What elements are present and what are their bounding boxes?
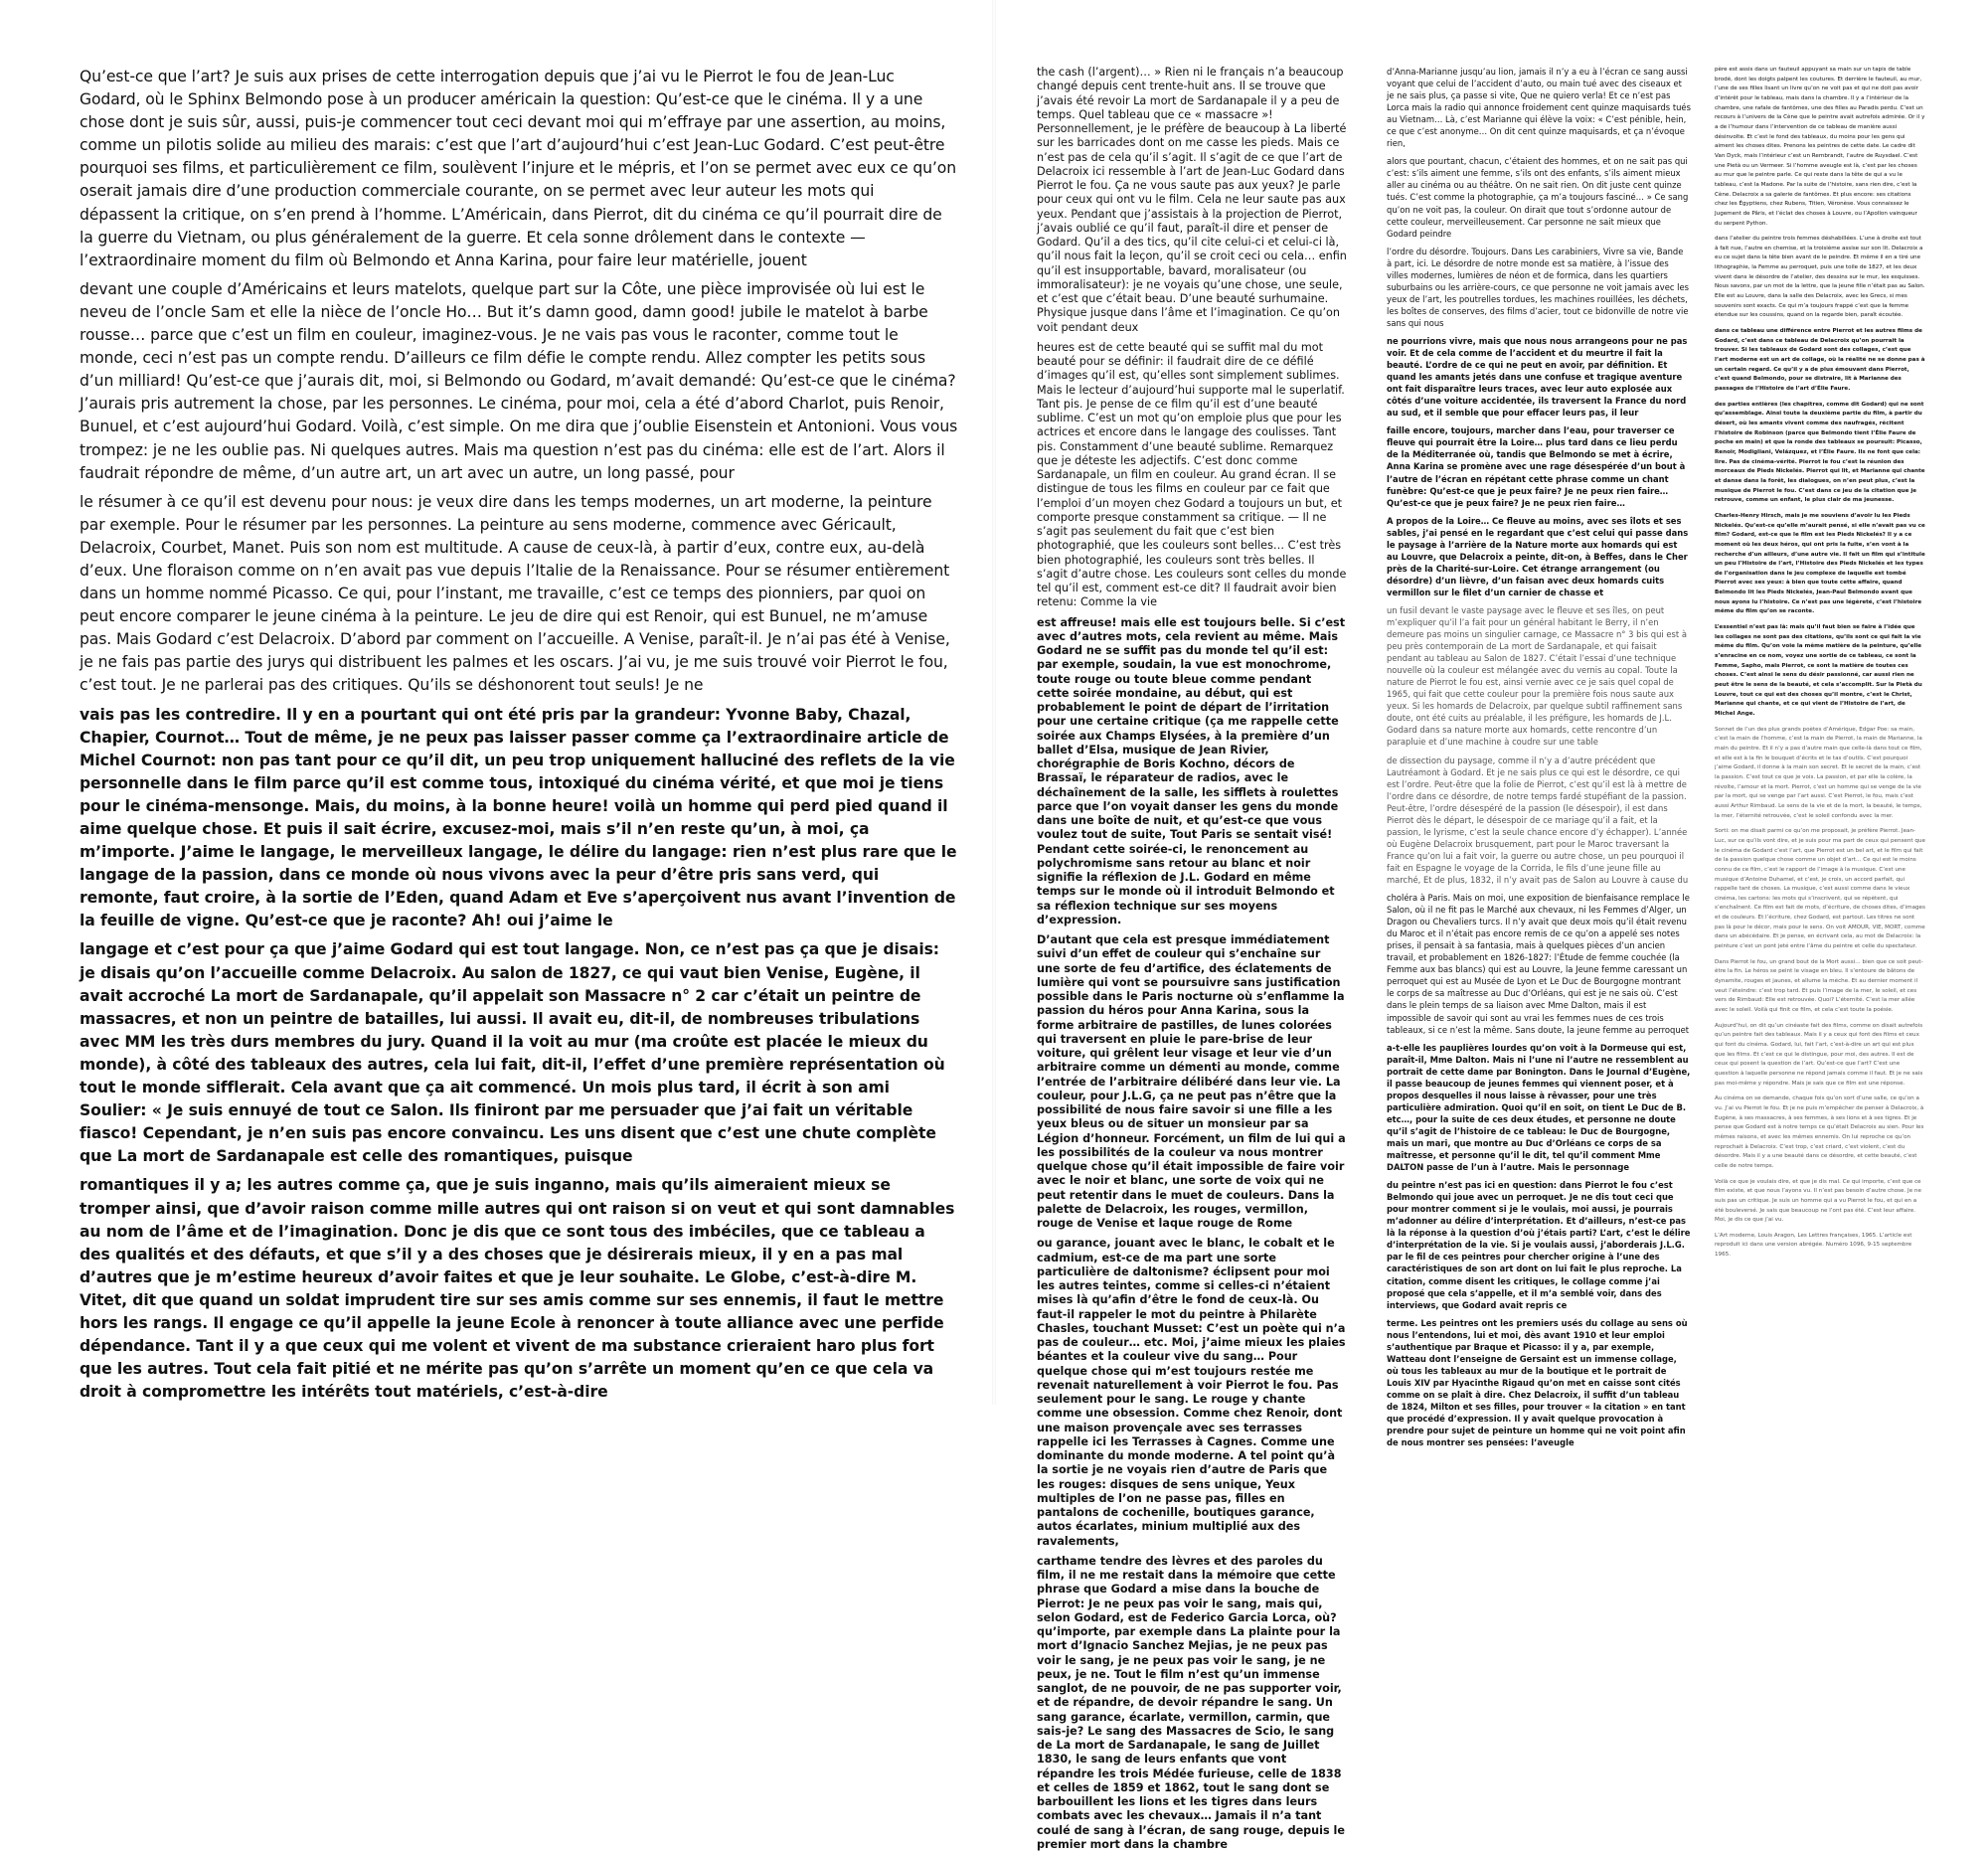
- col-c-paragraph-4: des parties entières (les chapitres, comme dit Godard) qui ne sont qu’assemblage. Ainsi toute la deuxième partie du film, à partir du désert, où les amants vivent comme des naufragés, récitent l’histoire de Robinson (parce que Belmondo tient l’Élie Faure de poche en main) et que la ronde des tableaux se poursuit: Picasso, Renoir, Modigliani, Velázquez, et l’Élie Faure. Ils ne font que cela: lire. Pas de cinéma-vérité. Pierrot le fou c’est la réunion des morceaux de Pieds Nickelés. Pierrot qui lit, et Marianne qui chante et danse dans la forêt, les dialogues, on n’en peut plus, c’est la musique de Pierrot le fou. C’est dans ce jeu de la citation que je retrouve, comme un enfant, le plus clair de ma jeunesse.: [1715, 401, 1925, 504]
- col-b-paragraph-2: alors que pourtant, chacun, c’étaient des hommes, et on ne sait pas qui c’est: s’ils aiment une femme, s’ils ont des enfants, s’ils aiment mieux aller au cinéma ou au théâtre. On ne sait rien. On dit juste cent quinze tués. C’est comme la photographie, ça m’a toujours fasciné… » Ce sang qu’on ne voit pas, la couleur. On dirait que tout s’ordonne autour de cette couleur, merveilleusement. Car personne ne sait mieux que Godard peindre: [1387, 156, 1689, 239]
- col-c-paragraph-7: Sonnet de l’un des plus grands poètes d’Amérique, Edgar Poe: sa main, c’est la main de l’homme, c’est la main de Pierrot, la main de Marianne, la main du peintre. Et il n’y a pas d’autre main que celle-là dans tout ce film, et elle est à la fin le bouquet d’écrits et le tas d’outils. C’est pourquoi j’aime Godard, il donne à la main son secret. Et le secret de la main, c’est la passion. C’est tout ce que je vois. La passion, et par elle la colère, la révolte, l’amour et la mort. Pierrot, c’est un homme qui se venge de la vie par la mort, qui se venge par l’art aussi. C’est Pierrot, le fou, mais c’est aussi Arthur Rimbaud. Le sens de la vie et de la mort, la beauté, le temps, la mer, l’éternité retrouvée, c’est le soleil confondu avec la mer.: [1715, 726, 1922, 819]
- left-page: [0, 0, 994, 1405]
- col-b-paragraph-11: du peintre n’est pas ici en question: dans Pierrot le fou c’est Belmondo qui joue avec un perroquet. Je ne dis tout ceci que pour montrer comment si je le voulais, moi aussi, je pourrais m’adonner au délire d’interprétation. Et d’ailleurs, n’est-ce pas là la réponse à la question d’où j’étais parti? L’art, c’est le délire d’interprétation de la vie. Si je voulais aussi, j’aborderais J.L.G. par le fil de ces peintres pour chercher origine à l’une des caractéristiques de son art dont on lui fait le plus reproche. La citation, comme disent les critiques, le collage comme j’ai proposé que cela s’appelle, et il m’a semblé voir, dans des interviews, que Godard avait repris ce: [1387, 1180, 1691, 1310]
- right-column-b: [1387, 66, 1691, 1448]
- right-column-c: [1715, 66, 1925, 1358]
- col-c-paragraph-8: Sorti: on me disait parmi ce qu’on me proposait, je préfère Pierrot. Jean-Luc, sur ce qu’ils vont dire, et je suis pour ma part de ceux qui pensent que le cinéma de Godard c’est l’art, que Pierrot est un bel art, et le film qui fait de la passion quelque chose comme un objet d’art… Ce qui est le moins connu de ce film, c’est le rapport de l’image à la musique. C’est une musique d’Antoine Duhamel, et c’est, je crois, un accord parfait, qui rappelle tant de choses. La musique, c’est aussi comme dans le vieux cinéma, les cartons: les mots qui s’inscrivent, qui se répètent, qui s’enchaînent. Ce film est fait de mots, d’écriture, de choses dites, d’images et de couleurs. Et l’écriture, chez Godard, est partout. Les titres ne sont pas là pour le décor, mais pour le sens. On voit AMOUR, VIE, MORT, comme dans un abécédaire. Et je pense, en écrivant cela, au mot de Delacroix: la peinture c’est un pont jeté entre l’âme du peintre et celle du spectateur.: [1715, 828, 1925, 950]
- paragraph-2: devant une couple d’Américains et leurs matelots, quelque part sur la Côte, une pièce improvisée où lui est le neveu de l’oncle Sam et elle la nièce de l’oncle Ho… But it’s damn good, damn good! jubile le matelot à barbe rousse… parce que c’est un film en couleur, imaginez-vous. Je ne vais pas vous le raconter, comme tout le monde, ceci n’est pas un compte rendu. D’ailleurs ce film défie le compte rendu. Allez compter les petits sous d’un milliard! Qu’est-ce que j’aurais dit, moi, si Belmondo ou Godard, m’avait demandé: Qu’est-ce que le cinéma? J’aurais pris autrement la chose, par les personnes. Le cinéma, pour moi, cela a été d’abord Charlot, puis Renoir, Bunuel, et c’est aujourd’hui Godard. Voilà, c’est simple. On me dira que j’oublie Eisenstein et Antonioni. Vous vous trompez: je ne les oublie pas. Ni quelques autres. Mais ma question n’est pas du cinéma: elle est de l’art. Alors il faudrait répondre de même, d’un autre art, un art avec un autre, un long passé, pour: [80, 279, 958, 482]
- col-c-paragraph-11: Au cinéma on se demande, chaque fois qu’on sort d’une salle, ce qu’on a vu. J’ai vu Pierrot le fou. Et je ne puis m’empêcher de penser à Delacroix, à Eugène, à ses massacres, à ses femmes, à ses lions et à ses tigres. Et je pense que Godard est à notre temps ce qu’était Delacroix au sien. Pour les mêmes raisons, et avec les mêmes ennemis. On lui reproche ce qu’on reprochait à Delacroix. C’est trop, c’est criard, c’est violent, c’est du désordre. Mais il y a une beauté dans ce désordre, et cette beauté, c’est celle de notre temps.: [1715, 1095, 1924, 1169]
- col-c-paragraph-10: Aujourd’hui, on dit qu’un cinéaste fait des films, comme on disait autrefois qu’un peintre fait des tableaux. Mais il y a ceux qui font des films et ceux qui font du cinéma. Godard, lui, fait l’art, c’est-à-dire un art qui est plus que les films. Et c’est ce qui le distingue, pour moi, des autres. Il est de ceux qui posent la question de l’art. Qu’est-ce que l’art? C’est une question à laquelle personne ne répond jamais comme il faut. Et je ne sais pas moi-même y répondre. Mais je sais que ce film est une réponse.: [1715, 1022, 1923, 1087]
- right-column-a: [1037, 66, 1347, 1851]
- col-c-paragraph-13: L’Art moderne, Louis Aragon, Les Lettres françaises, 1965. L’article est reproduit ici dans une version abrégée. Numéro 1096, 9-15 septembre 1965.: [1715, 1232, 1912, 1259]
- main-text-column: [80, 66, 958, 1402]
- col-c-paragraph-3: dans ce tableau une différence entre Pierrot et les autres films de Godard, c’est dans ce tableau de Delacroix qu’on pourrait la trouver. Si les tableaux de Godard sont des collages, c’est que l’art moderne est un art de collage, où la réalité ne se donne pas à un certain regard. Ce qu’il y a de plus émouvant dans Pierrot, c’est quand Belmondo, pour se distraire, lit à Marianne des passages de l’Histoire de l’art d’Élie Faure.: [1715, 328, 1925, 392]
- col-b-paragraph-6: A propos de la Loire… Ce fleuve au moins, avec ses îlots et ses sables, j’ai pensé en le regardant que c’est celui qui passe dans le paysage à l’arrière de la Nature morte aux homards qui est au Louvre, que Delacroix a peinte, dit-on, à Beffes, dans le Cher près de la Charité-sur-Loire. Cet étrange arrangement (ou désordre) d’un lièvre, d’un faisan avec deux homards cuits vermillon sur le filet d’un carnier de chasse et: [1387, 515, 1689, 597]
- col-c-paragraph-1: père est assis dans un fauteuil appuyant sa main sur un tapis de table brodé, dont les doigts palpent les coutures. Et derrière le fauteuil, au mur, l’une de ses filles lisant un livre qu’on ne voit pas et qui ne doit pas avoir d’intérêt pour le tableau, mais dans la chambre. Il y a l’intérieur de la chambre, une rafale de fantômes, une des filles au Paradis perdu. C’est un recours à l’univers de la Cène que le peintre avait autrefois admirée. Or il y a de l’humour dans l’intervention de ce tableau de manière aussi désinvolte. Et c’est le fond des tableaux, du moins pour les gens qui aiment les choses dites. Prenons les peintres de cette date. Le cadre dit Van Dyck, mais l’intérieur c’est un Rembrandt, l’autre de Ruysdael. C’est une Pietà ou un Vermeer. Si l’homme aveugle est là, c’est par les choses au mur que le peintre parle. Ce qui reste dans la tête de qui a vu le tableau, c’est la Madone. Par la suite de l’histoire, sans rien dire, c’est la Cène. Delacroix a sa galerie de fantômes. Et plus encore: ses citations chez les Égyptiens, chez Rubens, Titien, Véronèse. Vous connaissez le Jugement de Pâris, et l’éclat des choses à Louvre, ou l’Apollon vainqueur du serpent Python.: [1715, 67, 1925, 227]
- col-c-paragraph-5: Charles-Henry Hirsch, mais je me souviens d’avoir lu les Pieds Nickelés. Qu’est-ce qu’elle m’aurait pensé, si elle n’avait pas vu ce film? Godard, est-ce que le film est les Pieds Nickelés? Il y a ce moment où les deux héros, qui ont pris la fuite, s’en vont à la recherche d’un ailleurs, d’une autre vie. Il fait un film qui s’intitule un peu l’Histoire de l’art, l’Histoire des Pieds Nickelés et les types de l’organisation dans le jeu complexe de laquelle est tombé Pierrot avec ses yeux: à bien que toute cette affaire, quand Belmondo lit les Pieds Nickelés, Jean-Paul Belmondo avant que nous ayons lu l’histoire. Ce n’est pas une légèreté, c’est l’histoire même du film qu’on se raconte.: [1715, 512, 1925, 615]
- col-b-paragraph-12: terme. Les peintres ont les premiers usés du collage au sens où nous l’entendons, lui et moi, dès avant 1910 et leur emploi s’authentique par Braque et Picasso: il y a, par exemple, Watteau dont l’enseigne de Gersaint est un immense collage, où tous les tableaux au mur de la boutique et le portrait de Louis XIV par Hyacinthe Rigaud qu’on met en caisse sont cités comme on se plaît à dire. Chez Delacroix, il suffit d’un tableau de 1824, Milton et ses filles, pour trouver « la citation » en tant que procédé d’expression. Il y avait quelque provocation à prendre pour sujet de peinture un homme qui ne voit point afin de nous montrer ses pensées: l’aveugle: [1387, 1317, 1688, 1448]
- col-a-paragraph-4: D’autant que cela est presque immédiatement suivi d’un effet de couleur qui s’enchaîne sur une sorte de feu d’artifice, des éclatements de lumière qui vont se poursuivre sans justification possible dans le Paris nocturne où s’enflamme la passion du héros pour Anna Karina, sous la forme arbitraire de pastilles, de lunes colorées qui traversent en pluie le pare-brise de leur voiture, qui grêlent leur visage et leur vie d’un arbitraire comme un démenti au monde, comme l’entrée de l’arbitraire délibéré dans leur vie. La couleur, pour J.L.G, ça ne peut pas n’être que la possibilité de nous faire savoir si une fille a les yeux bleus ou de situer un monsieur par sa Légion d’honneur. Forcément, un film de lui qui a les possibilités de la couleur va nous montrer quelque chose qu’il était impossible de faire voir avec le noir et blanc, une sorte de voix qui ne peut retentir dans le muet de couleurs. Dans la palette de Delacroix, les rouges, vermillon, rouge de Venise et laque rouge de Rome: [1037, 933, 1346, 1230]
- paragraph-5: langage et c’est pour ça que j’aime Godard qui est tout langage. Non, ce n’est pas ça que je disais: je disais qu’on l’accueille comme Delacroix. Au salon de 1827, ce qui vaut bien Venise, Eugène, il avait accroché La mort de Sardanapale, qu’il appelait son Massacre n° 2 car c’était un peintre de massacres, et non un peintre de batailles, lui aussi. Il avait eu, dit-il, de nombreuses tribulations avec MM les très durs membres du jury. Quand il la voit au mur (ma croûte est placée le mieux du monde), à côté des tableaux des autres, cela lui fait, dit-il, l’effet d’une première représentation où tout le monde sifflerait. Cela avant que ça ait commencé. Un mois plus tard, il écrit à son ami Soulier: « Je suis ennuyé de tout ce Salon. Ils finiront par me persuader que j’ai fait un véritable fiasco! Cependant, je n’en suis pas encore convaincu. Les uns disent que c’est une chute complète que La mort de Sardanapale est celle des romantiques, puisque: [80, 940, 945, 1166]
- paragraph-6: romantiques il y a; les autres comme ça, que je suis inganno, mais qu’ils aimeraient mieux se tromper ainsi, que d’avoir raison comme mille autres qui ont raison si on veut et qui sont damnables au nom de l’âme et de l’imagination. Donc je dis que ce sont tous des imbéciles, que ce tableau a des qualités et des défauts, et que s’il y a des choses que je désirerais mieux, il y en a pas mal d’autres que je m’estime heureux d’avoir faites et que je leur souhaite. Le Globe, c’est-à-dire M. Vitet, dit que quand un soldat imprudent tire sur ses amis comme sur ses ennemis, il faut le mettre hors les rangs. Il engage ce qu’il appelle la jeune Ecole à renoncer à toute alliance avec une perfide dépendance. Tant il y a que ceux qui me volent et vivent de ma substance crieraient haro plus fort que les autres. Tout cela fait pitié et ne mérite pas qu’on s’arrête un moment qu’en ce que cela va droit à compromettre les intérêts tout matériels, c’est-à-dire: [80, 1176, 955, 1402]
- col-c-paragraph-9: Dans Pierrot le fou, un grand bout de la Mort aussi… bien que ce soit peut-être la fin. Le héros se peint le visage en bleu. Il s’entoure de bâtons de dynamite, rouges et jaunes, et allume la mèche. Et au dernier moment il veut l’éteindre: c’est trop tard. Et puis l’image de la mer, le soleil, et ces vers de Rimbaud: Elle est retrouvée. Quoi? L’éternité. C’est la mer allée avec le soleil. Voilà qui finit ce film, et cela c’est toute la poésie.: [1715, 958, 1923, 1014]
- col-a-paragraph-6: carthame tendre des lèvres et des paroles du film, il ne me restait dans la mémoire que cette phrase que Godard a mise dans la bouche de Pierrot: Je ne peux pas voir le sang, mais qui, selon Godard, est de Federico Garcia Lorca, où? qu’importe, par exemple dans La plainte pour la mort d’Ignacio Sanchez Mejias, je ne peux pas voir le sang, je ne peux pas voir le sang, je ne peux, je ne. Tout le film n’est qu’un immense sanglot, de ne pouvoir, de ne pas supporter voir, et de répandre, de devoir répandre le sang. Un sang garance, écarlate, vermillon, carmin, que sais-je? Le sang des Massacres de Scio, le sang de La mort de Sardanapale, le sang de Juillet 1830, le sang de leurs enfants que vont répandre les trois Médée furieuse, celle de 1838 et celles de 1859 et 1862, tout le sang dont se barbouillent les lions et les tigres dans leurs combats avec les chevaux… Jamais il n’a tant coulé de sang à l’écran, de sang rouge, depuis le premier mort dans la chambre: [1037, 1554, 1345, 1851]
- col-c-paragraph-2: dans l’atelier du peintre trois femmes déshabillées. L’une à droite est tout à fait nue, l’autre en chemise, et la troisième assise sur son lit. Delacroix a eu ce sujet dans la tête bien avant de le peindre. Et même il en a tiré une lithographie, la Femme au perroquet, puis une toile de 1827, et les deux vivent dans le désordre de l’atelier, des dessins sur le mur, les esquisses. Nous savons, par un mot de la lettre, que la jeune fille n’était pas au Salon. Elle est au Louvre, dans la salle des Delacroix, avec les Grecs, si mes souvenirs sont exacts. Ce qui m’a toujours frappé c’est que la femme étendue sur les coussins, quand on la regarde bien, paraît écoutée.: [1715, 236, 1925, 319]
- col-a-paragraph-3: est affreuse! mais elle est toujours belle. Si c’est avec d’autres mots, cela revient au même. Mais Godard ne se suffit pas du monde tel qu’il est: par exemple, soudain, la vue est monochrome, toute rouge ou toute bleue comme pendant cette soirée mondaine, au début, qui est probablement le point de départ de l’irritation pour une certaine critique (ça me rappelle cette soirée aux Champs Elysées, à la première d’un ballet d’Elsa, musique de Jean Rivier, chorégraphie de Boris Kochno, décors de Brassaï, le réparateur de radios, avec le déchaînement de la salle, les sifflets à roulettes parce que l’on voyait danser les gens du monde dans une boîte de nuit, et qu’est-ce que vous voulez tout de suite, Tout Paris se sentait visé! Pendant cette soirée-ci, le renoncement au polychromisme sans retour au blanc et noir signifie la réflexion de J.L. Godard en même temps sur le monde où il introduit Belmondo et sa réflexion technique sur ses moyens d’expression.: [1037, 615, 1346, 926]
- col-a-paragraph-5: ou garance, jouant avec le blanc, le cobalt et le cadmium, est-ce de ma part une sorte particulière de daltonisme? éclipsent pour moi les autres teintes, comme si celles-ci n’étaient mises là qu’afin d’être le fond de ceux-là. Ou faut-il rappeler le mot du peintre à Philarète Chasles, touchant Musset: C’est un poète qui n’a pas de couleur… etc. Moi, j’aime mieux les plaies béantes et la couleur vive du sang… Pour quelque chose qui m’est toujours restée me revenait naturellement à voir Pierrot le fou. Pas seulement pour le sang. Le rouge y chante comme une obsession. Comme chez Renoir, dont une maison provençale avec ses terrasses rappelle ici les Terrasses à Cagnes. Comme une dominante du monde moderne. A tel point qu’à la sortie je ne voyais rien d’autre de Paris que les rouges: disques de sens unique, Yeux multiples de l’on ne passe pas, filles en pantalons de cochenille, boutiques garance, autos écarlates, minium multiplié aux des ravalements,: [1037, 1237, 1346, 1548]
- col-c-paragraph-12: Voilà ce que je voulais dire, et que je dis mal. Ce qui importe, c’est que ce film existe, et que nous l’ayons vu. Il n’est pas besoin d’autre chose. Je ne suis pas un critique. Je suis un homme qui a vu Pierrot le fou, et qui en a été bouleversé. Je sais que beaucoup ne l’ont pas été. C’est leur affaire. Moi, je dis ce que j’ai vu.: [1715, 1178, 1921, 1224]
- col-a-paragraph-2: heures est de cette beauté qui se suffit mal du mot beauté pour se définir: il faudrait dire de ce défilé d’images qu’il est, qu’elles sont simplement sublimes. Mais le lecteur d’aujourd’hui supporte mal le superlatif. Tant pis. Je pense de ce film qu’il est d’une beauté sublime. C’est un mot qu’on emploie plus que pour les actrices et encore dans le langage des coulisses. Tant pis. Constamment d’une beauté sublime. Remarquez que je déteste les adjectifs. C’est donc comme Sardanapale, un film en couleur. Au grand écran. Il se distingue de tous les films en couleur par ce fait que l’emploi d’un moyen chez Godard a toujours un but, et comporte presque constamment sa critique. — Il ne s’agit pas seulement du fait que c’est bien photographié, que les couleurs sont belles… C’est très bien photographié, les couleurs sont très belles. Il s’agit d’autre chose. Les couleurs sont celles du monde tel qu’il est, comment est-ce dit? Il faudrait avoir bien retenu: Comme la vie: [1037, 340, 1347, 609]
- col-b-paragraph-9: choléra à Paris. Mais on moi, une exposition de bienfaisance remplace le Salon, où il ne fit pas le Marché aux chevaux, ni les Femmes d’Alger, un Dragon ou Chevaliers turcs. Il n’y avait que deux mois qu’il était revenu du Maroc et il n’était pas encore remis de ce qu’on a appelé ses notes prises, il pensait à sa fantasia, mais à quelques pièces d’un ancien travail, et probablement en 1826-1827: l’Étude de femme couchée (la Femme aux bas blancs) qui est au Louvre, la Jeune femme caressant un perroquet qui est au Musée de Lyon et Le Duc de Bourgogne montrant le corps de sa maîtresse au Duc d’Orléans, qui est je ne sais où. C’est dans le plein temps de sa liaison avec Mme Dalton, mais il est impossible de savoir qui sont au vrai les femmes nues de ces trois tableaux, si ce n’est la même. Sans doute, la jeune femme au perroquet: [1387, 893, 1690, 1035]
- col-b-paragraph-10: a-t-elle les pauplières lourdes qu’on voit à la Dormeuse qui est, paraît-il, Mme Dalton. Mais ni l’une ni l’autre ne ressemblent au portrait de cette dame par Bonington. Dans le Journal d’Eugène, il passe beaucoup de jeunes femmes qui viennent poser, et à propos desquelles il nous laisse à rêvasser, pour une très particulière admiration. Quoi qu’il en soit, on tient Le Duc de B. etc…, pour la suite de ces deux études, et personne ne doute qu’il s’agit de l’histoire de ce tableau: le Duc de Bourgogne, mais un mari, que montre au Duc d’Orléans ce corps de sa maîtresse, et personne qu’il le dit, tel qu’il comment Mme DALTON passe de l’un à l’autre. Mais le personnage: [1387, 1042, 1691, 1173]
- paragraph-3: le résumer à ce qu’il est devenu pour nous: je veux dire dans les temps modernes, un art moderne, la peinture par exemple. Pour le résumer par les personnes. La peinture au sens moderne, commence avec Géricault, Delacroix, Courbet, Manet. Puis son nom est multitude. A cause de ceux-là, à partir d’eux, contre eux, au-delà d’eux. Une floraison comme on n’en avait pas vue depuis l’Italie de la Renaissance. Pour se résumer entièrement dans un homme nommé Picasso. Ce qui, pour l’instant, me travaille, c’est ce temps des pionniers, par quoi on peut encore comparer le jeune cinéma à la peinture. Le jeu de dire qui est Renoir, qui est Bunuel, ne m’amuse pas. Mais Godard c’est Delacroix. D’abord par comment on l’accueille. A Venise, paraît-il. Je n’ai pas été à Venise, je ne fais pas partie des jurys qui distribuent les palmes et les oscars. J’ai vu, je me suis trouvé voir Pierrot le fou, c’est tout. Je ne parlerai pas des critiques. Qu’ils se déshonorent tout seuls! Je ne: [80, 492, 950, 695]
- col-b-paragraph-4: ne pourrions vivre, mais que nous nous arrangeons pour ne pas voir. Et de cela comme de l’accident et du meurtre il fait la beauté. L’ordre de ce qui ne peut en avoir, par définition. Et quand les amants jetés dans une confuse et tragique aventure ont fait disparaître leurs traces, avec leur auto explosée aux côtés d’une voiture accidentée, ils traversent la France du nord au sud, et il semble que pour effacer leurs pas, il leur: [1387, 335, 1688, 419]
- col-b-paragraph-3: l’ordre du désordre. Toujours. Dans Les carabiniers, Vivre sa vie, Bande à part, ici. Le désordre de notre monde est sa matière, à l’issue des villes modernes, lumières de néon et de formica, dans les quartiers suburbains ou les arrière-cours, ce que personne ne voit jamais avec les yeux de l’art, les poutrelles tordues, les machines rouillées, les déchets, les boîtes de conserves, des films d’acier, tout ce bidonville de notre vie sans qui nous: [1387, 246, 1690, 328]
- col-b-paragraph-7: un fusil devant le vaste paysage avec le fleuve et ses îles, on peut m’expliquer qu’il l’a fait pour un général habitant le Berry, il n’en demeure pas moins un singulier carnage, ce Massacre n° 3 bis qui est à peu près contemporain de La mort de Sardanapale, et qui faisait pendant au tableau au Salon de 1827. C’était l’essai d’une technique nouvelle où la couleur est mélangée avec du vernis au copal. Toute la nature de Pierrot le fou est, ainsi vernie avec ce je sais quel copal de 1965, qui fait que cette couleur pour la première fois nous saute aux yeux. Si les homards de Delacroix, par quelque subtil raffinement sans doute, ont été cuits au préalable, il les préfigure, les homards de J.L. Godard dans sa nature morte aux homards, cette rencontre d’un parapluie et d’une machine à coudre sur une table: [1387, 604, 1687, 748]
- col-c-paragraph-6: L’essentiel n’est pas là: mais qu’il faut bien se faire à l’idée que les collages ne sont pas des citations, qu’ils sont ce qui fait la vie même du film. Qu’on voie la même matière de la peinture, qu’elle s’enracine en ce nom, voyez une sortie de ce tableau, ce sont la Femme, Sapho, mais Pierrot, ce sont la matière de toutes ces choses. C’est ainsi le sens du désir passionné, car aussi rien ne peut être le sens de la beauté, et cela s’accomplit. Sur la Pietà du Louvre, tout ce qui est des choses qu’il montre, c’est le Christ, Marianne qui chante, et ce qui vient de l’Histoire de l’art, de Michel Ange.: [1715, 624, 1922, 717]
- col-b-paragraph-5: faille encore, toujours, marcher dans l’eau, pour traverser ce fleuve qui pourrait être la Loire… plus tard dans ce lieu perdu de la Méditerranée où, tandis que Belmondo se met à écrire, Anna Karina se promène avec une rage désespérée d’un bout à l’autre de l’écran en répétant cette phrase comme un chant funèbre: Qu’est-ce que je peux faire? Je ne peux rien faire… Qu’est-ce que je peux faire? Je ne peux rien faire…: [1387, 425, 1686, 508]
- col-b-paragraph-1: d’Anna-Marianne jusqu’au lion, jamais il n’y a eu à l’écran ce sang aussi voyant que celui de l’accident d’auto, ou main tué avec des ciseaux et je ne sais plus, ça passe si vite, Que ne quiero verla! Et ce n’est pas Lorca mais la radio qui annonce froidement cent quinze maquisards tués au Vietnam… Là, c’est Marianne qui élève la voix: « C’est pénible, hein, ce que c’est anonyme… On dit cent quinze maquisards, et ça n’évoque rien,: [1387, 67, 1691, 149]
- col-a-paragraph-1: the cash (l’argent)… » Rien ni le français n’a beaucoup changé depuis cent trente-huit ans. Il se trouve que j’avais été revoir La mort de Sardanapale il y a peu de temps. Quel tableau que ce « massacre »! Personnellement, je le préfère de beaucoup à La liberté sur les barricades dont on me casse les pieds. Mais ce n’est pas de cela qu’il s’agit. Il s’agit de ce que l’art de Delacroix ici ressemble à l’art de Jean-Luc Godard dans Pierrot le fou. Ça ne vous saute pas aux yeux? Je parle pour ceux qui ont vu le film. Cela ne leur saute pas aux yeux. Pendant que j’assistais à la projection de Pierrot, j’avais oublié ce qu’il faut, paraît-il dire et penser de Godard. Qu’il a des tics, qu’il cite celui-ci et celui-ci là, qu’il nous fait la leçon, qu’il se croit ceci ou cela… enfin qu’il est insupportable, bavard, moralisateur (ou immoralisateur): je ne voyais qu’une chose, une seule, et c’est que c’était beau. D’une beauté surhumaine. Physique jusque dans l’âme et l’imagination. Ce qu’on voit pendant deux: [1037, 66, 1347, 334]
- paragraph-4: vais pas les contredire. Il y en a pourtant qui ont été pris par la grandeur: Yvonne Baby, Chazal, Chapier, Cournot… Tout de même, je ne peux pas laisser passer comme ça l’extraordinaire article de Michel Cournot: non pas tant pour ce qu’il dit, un peu trop uniquement halluciné des reflets de la vie personnelle dans le film parce qu’il est comme tous, intoxiqué du cinéma vérité, et que moi je tiens pour le cinéma-mensonge. Mais, du moins, à la bonne heure! voilà un homme qui perd pied quand il aime quelque chose. Et puis il sait écrire, excusez-moi, mais s’il n’en reste qu’un, à moi, ça m’importe. J’aime le langage, le merveilleux langage, le délire du langage: rien n’est plus rare que le langage de la passion, dans ce monde où nous vivons avec la peur d’être pris sans verd, qui remonte, faut croire, à la sortie de l’Eden, quand Adam et Eve s’aperçoivent nus avant l’invention de la feuille de vigne. Qu’est-ce que je raconte? Ah! oui j’aime le: [80, 705, 957, 930]
- paragraph-1: Qu’est-ce que l’art? Je suis aux prises de cette interrogation depuis que j’ai vu le Pierrot le fou de Jean-Luc Godard, où le Sphinx Belmondo pose à un producer américain la question: Qu’est-ce que le cinéma. Il y a une chose dont je suis sûr, aussi, puis-je commencer tout ceci devant moi qui m’effraye par une assertion, au moins, comme un pilotis solide au milieu des marais: c’est que l’art d’aujourd’hui c’est Jean-Luc Godard. C’est peut-être pourquoi ses films, et particulièrement ce film, soulèvent l’injure et le mépris, et l’on se permet avec eux ce qu’on oserait jamais dire d’une production commerciale courante, on se permet avec leur auteur les mots qui dépassent la critique, on s’en prend à l’homme. L’Américain, dans Pierrot, dit du cinéma ce qu’il pourrait dire de la guerre du Vietnam, ou plus généralement de la guerre. Et cela sonne drôlement dans le contexte — l’extraordinaire moment du film où Belmondo et Anna Karina, pour faire leur matérielle, jouent: [80, 68, 956, 269]
- col-b-paragraph-8: de dissection du paysage, comme il n’y a d’autre précédent que Lautréamont à Godard. Et je ne sais plus ce qui est le désordre, ce qui est l’ordre. Peut-être que la folie de Pierrot, c’est qu’il est là à mettre de l’ordre dans ce désordre, de notre temps fardé stupéfiant de la passion. Peut-être, l’ordre désespéré de la passion (le désespoir), il est dans Pierrot dès le départ, le désespoir de ce mariage qu’il a fait, et la passion, le lyrisme, c’est la seule chance encore d’y échapper). L’année où Eugène Delacroix brusquement, part pour le Maroc traversant la France qu’on lui a fait voir, la guerre ou autre chose, un peu pourquoi il fait en Espagne le voyage de la Corrida, le fils d’une jeune fille au marché, Et de plus, 1832, il n’y avait pas de Salon au Louvre à cause du: [1387, 755, 1689, 885]
